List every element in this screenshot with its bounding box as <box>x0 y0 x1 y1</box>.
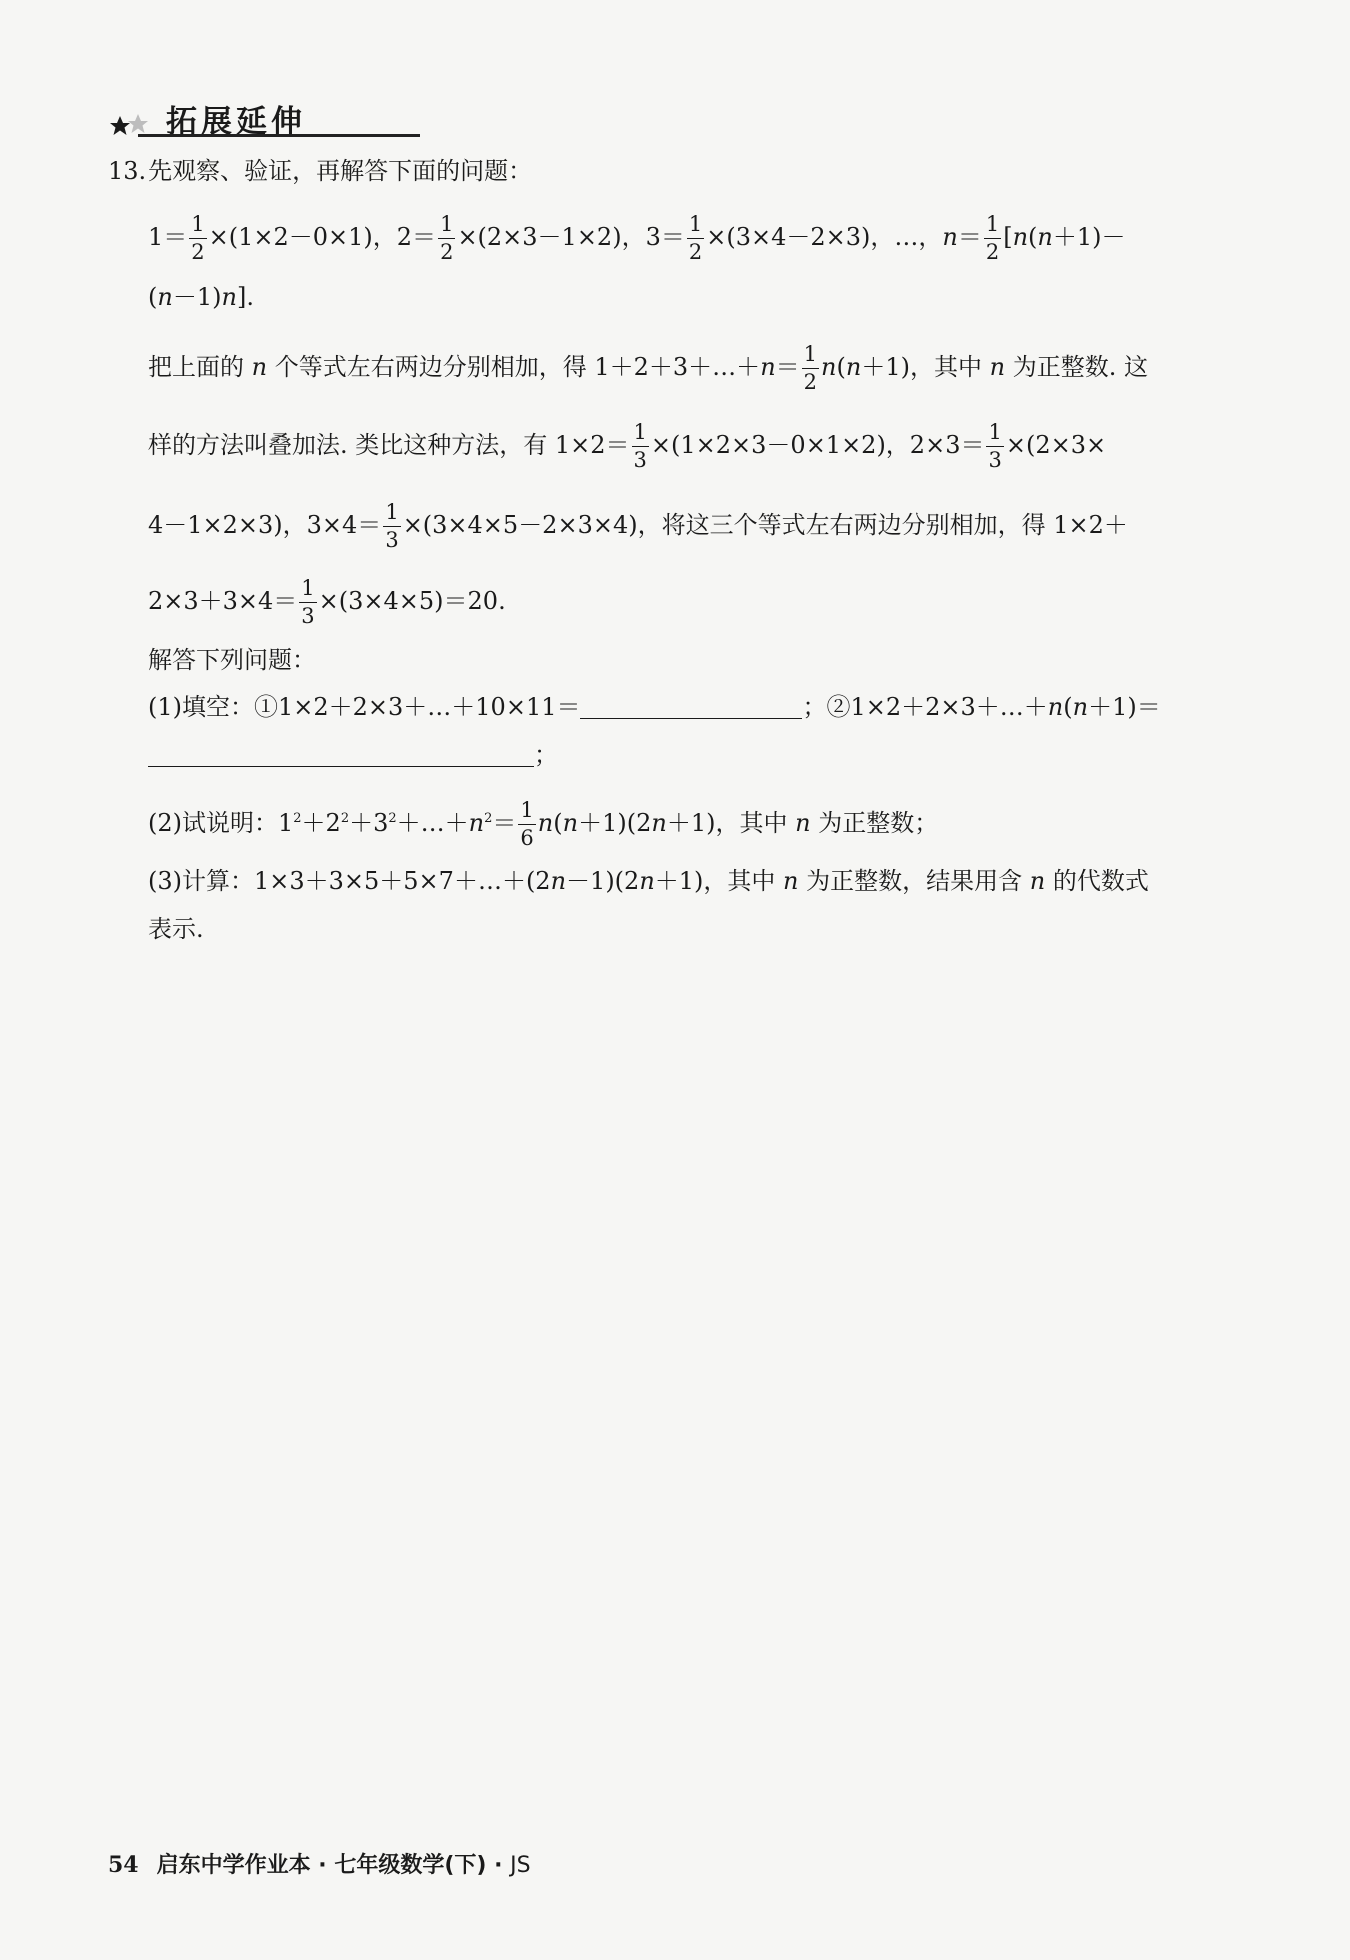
fraction: $\frac{1}{2}$ <box>440 212 454 264</box>
problem-intro-text: 先观察、验证，再解答下面的问题： <box>148 157 533 185</box>
formula-line-5: 4－1×2×3)，3×4＝ $\frac{1}{3}$ ×(3×4×5－2×3×4)，将这三个等式左右两边分别相加，得 1×2＋ <box>148 500 1128 552</box>
fraction: $\frac{1}{2}$ <box>803 342 818 394</box>
question-2: (2)试说明：$1^2+2^2+3^2+\dots+n^2=$ $\frac{1}{6}$ n(n＋1)(2n＋1)，其中 n 为正整数； <box>148 798 939 850</box>
page-number: 54 <box>108 1852 139 1878</box>
problem-intro <box>108 156 532 186</box>
fraction: $\frac{1}{2}$ <box>688 212 703 264</box>
answer-blank-2[interactable] <box>148 744 534 767</box>
solve-heading: 解答下列问题： <box>148 646 316 674</box>
formula-line-2: (n－1)n]. <box>148 283 254 311</box>
fraction: $\frac{1}{3}$ <box>301 576 315 628</box>
question-1-continued: ； <box>148 740 558 770</box>
fraction: $\frac{1}{2}$ <box>191 212 205 264</box>
section-title: 拓展延伸 <box>166 104 306 140</box>
question-3: (3)计算：1×3＋3×5＋5×7＋…＋(2n－1)(2n＋1)，其中 n 为正整数，结果用含 n 的代数式 <box>148 867 1149 895</box>
answer-blank-1[interactable] <box>580 696 802 719</box>
section-title-underline <box>138 134 420 137</box>
fraction: $\frac{1}{2}$ <box>985 212 1000 264</box>
formula-line-4: 样的方法叫叠加法. 类比这种方法，有 1×2＝ $\frac{1}{3}$ ×(1×2×3－0×1×2)，2×3＝ $\frac{1}{3}$ ×(2×3× <box>148 420 1107 472</box>
formula-line-3: 把上面的 n 个等式左右两边分别相加，得 1＋2＋3＋…＋n＝ $\frac{1}{2}$ n(n＋1)，其中 n 为正整数. 这 <box>148 342 1148 394</box>
book-series: 七年级数学(下) <box>334 1853 487 1878</box>
page-footer: 54 启东中学作业本 · 七年级数学(下) · JS <box>108 1852 531 1878</box>
fraction: $\frac{1}{3}$ <box>633 420 647 472</box>
book-title: 启东中学作业本 <box>156 1853 311 1878</box>
formula-line-1: 1＝ $\frac{1}{2}$ ×(1×2－0×1)，2＝ $\frac{1}{2}$ ×(2×3－1×2)，3＝ $\frac{1}{2}$ ×(3×4－2×3)，…，n＝ $\frac{1}{2}$ [n(n＋1)－ <box>148 212 1126 264</box>
problem-number: 13. <box>108 157 147 185</box>
fraction: $\frac{1}{3}$ <box>988 420 1002 472</box>
question-3-continued: 表示. <box>148 915 204 943</box>
fraction: $\frac{1}{3}$ <box>385 500 399 552</box>
fraction: $\frac{1}{6}$ <box>520 798 534 850</box>
formula-line-6: 2×3＋3×4＝ $\frac{1}{3}$ ×(3×4×5)＝20. <box>148 576 506 628</box>
question-1: (1)填空：①1×2＋2×3＋…＋10×11＝ ；②1×2＋2×3＋…＋n(n＋1)＝ <box>148 693 1161 721</box>
edition-code: JS <box>510 1853 531 1878</box>
